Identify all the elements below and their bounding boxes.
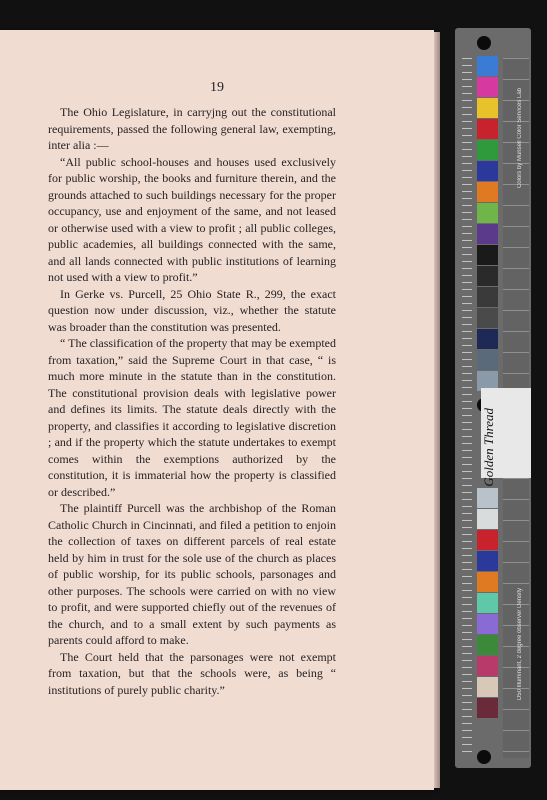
color-patch — [477, 77, 498, 97]
color-patch — [477, 350, 498, 370]
ruler-scale — [462, 58, 472, 758]
punch-hole-icon — [477, 750, 491, 764]
paragraph: The Court held that the parsonages were not exempt from taxation, but that the schools were, as being “ institutions of purely public charity.” — [48, 649, 336, 697]
brand-label: Golden Thread — [481, 408, 496, 487]
card-bottom-caption: D50 Illuminant, 2 degree observer Density — [517, 588, 523, 701]
color-patch — [477, 98, 498, 118]
color-patch — [477, 656, 498, 676]
paragraph: The Ohio Legislature, in carryjng out the constitutional requirements, passed the following general law, exempting, inter alia :— — [48, 105, 336, 152]
color-patch — [477, 530, 498, 550]
color-patch — [477, 488, 498, 508]
body-text — [48, 104, 336, 698]
page-edge — [434, 32, 440, 788]
color-patch — [477, 614, 498, 634]
color-patch — [477, 593, 498, 613]
color-patch — [477, 140, 498, 160]
color-patch — [477, 329, 498, 349]
paragraph: “All public school-houses and houses used exclusively for public worship, the books and furniture therein, and the grounds attached to such buildings necessary for the proper occupancy, use and enjoyment of the same, and not leased or otherwise used with a view to profit ; all public colleges, public academies, all buildings connected with the same, and all lands connected with public institutions of learning not used with a view to profit.” — [48, 154, 336, 284]
color-patch — [477, 203, 498, 223]
color-calibration-card — [455, 28, 531, 768]
page-number: 19 — [210, 80, 224, 95]
color-patch — [477, 266, 498, 286]
paragraph: In Gerke vs. Purcell, 25 Ohio State R., 299, the exact question now under discussion, viz., whether the statute was broader than the constitution was presented. — [48, 286, 336, 334]
color-patch — [477, 509, 498, 529]
color-patch — [477, 308, 498, 328]
color-patch — [477, 245, 498, 265]
color-patch — [477, 56, 498, 76]
color-patch — [477, 698, 498, 718]
paragraph: “ The classification of the property that may be exempted from taxation,” said the Supreme Court in that case, “ is much more minute in the statute than in the constitution. The constitutional provision deals with legislative power and defines its limits. The statute deals directly with the property, and classifies it according to legislative discretion ; and if the property which the statute undertakes to exempt comes within the exemptions authorized by the constitution, it is immaterial how the property is classified or described.” — [48, 336, 337, 499]
color-patch — [477, 551, 498, 571]
color-patch — [477, 677, 498, 697]
color-patch — [477, 572, 498, 592]
color-patch — [477, 161, 498, 181]
color-patch — [477, 119, 498, 139]
color-patch — [477, 287, 498, 307]
color-patch — [477, 224, 498, 244]
card-caption: Colors by Munsell Color Services Lab — [517, 88, 523, 189]
color-patch — [477, 182, 498, 202]
color-patch — [477, 635, 498, 655]
paragraph: The plaintiff Purcell was the archbishop of the Roman Catholic Church in Cincinnati, and filed a petition to enjoin the collection of taxes on different parcels of real estate held by him in trust for the sole use of the church as places of public worship, for its public schools, parsonages and other purposes. The schools were carried on with no view to profit, and were supported chiefly out of the revenues of the church, and to a small extent by such payments as parents could afford to make. — [48, 501, 336, 647]
punch-hole-icon — [477, 36, 491, 50]
